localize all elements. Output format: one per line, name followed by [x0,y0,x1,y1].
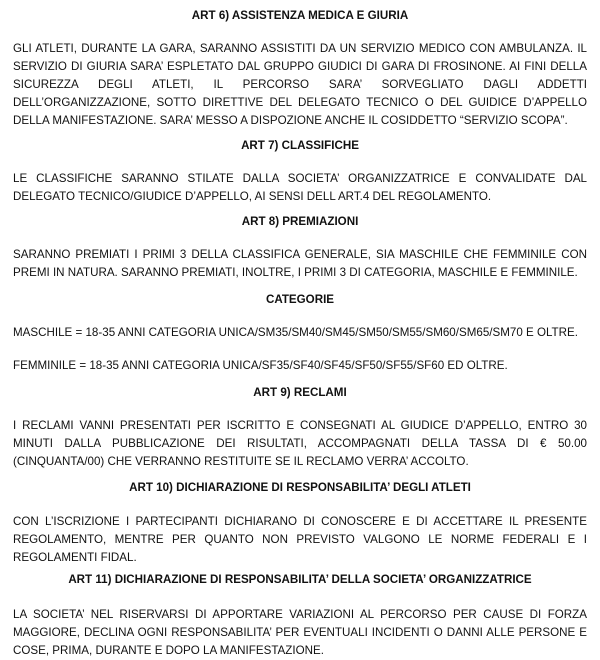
heading-art8: ART 8) PREMIAZIONI [241,215,359,228]
heading-art10: ART 10) DICHIARAZIONE DI RESPONSABILITA’ DEGLI ATLETI [129,481,471,494]
heading-art6: ART 6) ASSISTENZA MEDICA E GIURIA [191,9,409,22]
paragraph-art9: I RECLAMI VANNI PRESENTATI PER ISCRITTO E CONSEGNATI AL GIUDICE D’APPELLO, ENTRO 30 MINUTI DALLA PUBBLICAZIONE DEI RISULTATI, ACCOMPAGNATI DELLA TASSA DI € 50.00 (CINQUANTA/00) CHE VERRANNO RESTITUITE SE IL RECLAMO VERRA’ ACCOLTO. [13,419,587,468]
heading-art11: ART 11) DICHIARAZIONE DI RESPONSABILITA’ DELLA SOCIETA’ ORGANIZZATRICE [68,573,532,586]
heading-categorie: CATEGORIE [265,293,335,306]
paragraph-maschile: MASCHILE = 18-35 ANNI CATEGORIA UNICA/SM35/SM40/SM45/SM50/SM55/SM60/SM65/SM70 E OLTRE. [13,326,578,339]
heading-art7: ART 7) CLASSIFICHE [241,139,359,152]
paragraph-femminile: FEMMINILE = 18-35 ANNI CATEGORIA UNICA/SF35/SF40/SF45/SF50/SF55/SF60 ED OLTRE. [13,359,508,372]
paragraph-art11: LA SOCIETA’ NEL RISERVARSI DI APPORTARE VARIAZIONI AL PERCORSO PER CAUSE DI FORZA MAGGIORE, DECLINA OGNI RESPONSABILITA’ PER EVENTUALI INCIDENTI O DANNI ALLE PERSONE E COSE, PRIMA, DURANTE E DOPO LA MANIFESTAZIONE. [13,608,587,657]
heading-art9: ART 9) RECLAMI [253,386,347,399]
paragraph-art10: CON L’ISCRIZIONE I PARTECIPANTI DICHIARANO DI CONOSCERE E DI ACCETTARE IL PRESENTE REGOLAMENTO, MENTRE PER QUANTO NON PREVISTO VALGONO LE NORME FEDERALI E I REGOLAMENTI FIDAL. [13,515,587,564]
paragraph-art8: SARANNO PREMIATI I PRIMI 3 DELLA CLASSIFICA GENERALE, SIA MASCHILE CHE FEMMINILE CON PREMI IN NATURA. SARANNO PREMIATI, INOLTRE, I PRIMI 3 DI CATEGORIA, MASCHILE E FEMMINILE. [13,248,587,279]
paragraph-art6: GLI ATLETI, DURANTE LA GARA, SARANNO ASSISTITI DA UN SERVIZIO MEDICO CON AMBULANZA. IL SERVIZIO DI GIURIA SARA’ ESPLETATO DAL GRUPPO GIUDICI DI GARA DI FROSINONE. AI FINI DELLA SICUREZZA DEGLI ATLETI, IL PERCORSO SARA’ SORVEGLIATO DAGLI ADDETTI DELL’ORGANIZZAZIONE, SOTTO DIRETTIVE DEL DELEGATO TECNICO O DEL GUIDICE D’APPELLO DELLA MANIFESTAZIONE. SARA’ MESSO A DISPOZIONE ANCHE IL COSIDDETTO “SERVIZIO SCOPA”. [13,42,587,127]
paragraph-art7: LE CLASSIFICHE SARANNO STILATE DALLA SOCIETA’ ORGANIZZATRICE E CONVALIDATE DAL DELEGATO TECNICO/GIUDICE D’APPELLO, AI SENSI DELL ART.4 DEL REGOLAMENTO. [13,172,587,203]
